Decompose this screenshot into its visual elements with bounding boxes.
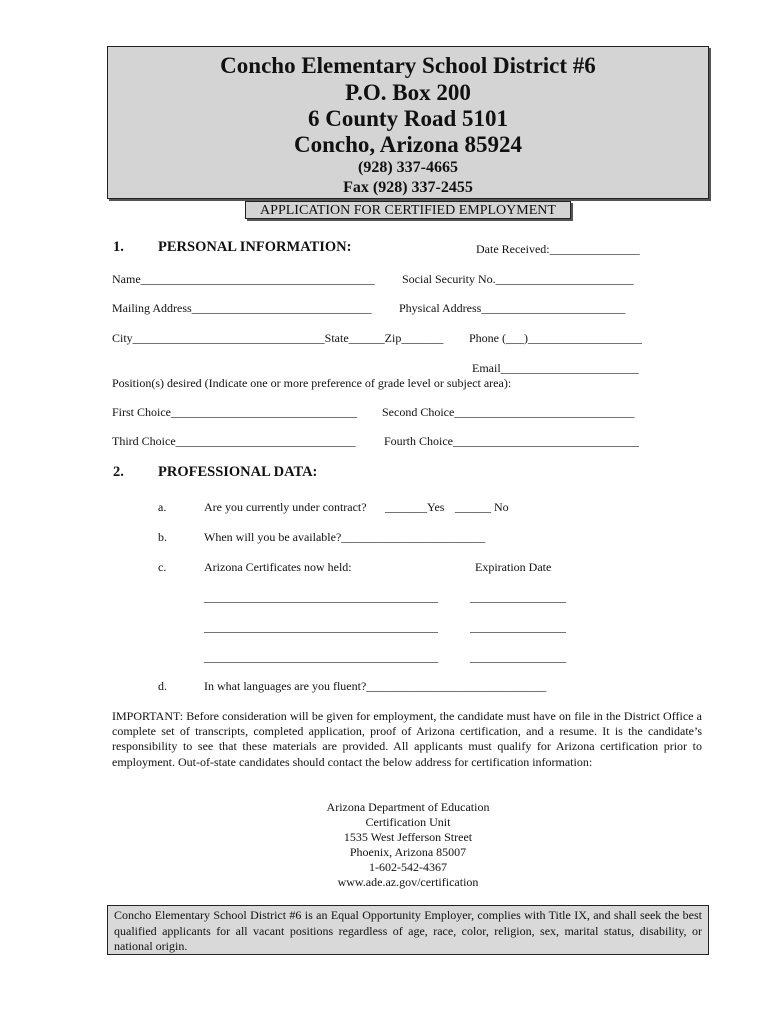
- expiration-line-2[interactable]: ________________: [470, 620, 566, 634]
- ade-unit: Certification Unit: [365, 815, 451, 829]
- phone-number: (928) 337-4665: [358, 159, 458, 176]
- po-box: P.O. Box 200: [345, 80, 471, 105]
- section-1-number: 1.: [113, 239, 124, 255]
- item-a-label: a.: [158, 500, 167, 514]
- section-1-title: PERSONAL INFORMATION:: [158, 239, 352, 255]
- item-c-label: c.: [158, 560, 167, 574]
- email-field[interactable]: Email_______________________: [472, 361, 639, 375]
- fourth-choice-field[interactable]: Fourth Choice_______________________________: [384, 434, 639, 448]
- ade-name: Arizona Department of Education: [326, 800, 490, 814]
- phone-field[interactable]: Phone (___)___________________: [469, 331, 642, 345]
- contract-no-field[interactable]: ______ No: [455, 500, 509, 514]
- city-state-zip-field[interactable]: City________________________________State______Zip_______: [112, 331, 444, 345]
- item-d-label: d.: [158, 679, 167, 693]
- expiration-line-1[interactable]: ________________: [470, 590, 566, 604]
- second-choice-field[interactable]: Second Choice______________________________: [382, 405, 635, 419]
- certificate-line-1[interactable]: _______________________________________: [204, 590, 438, 604]
- positions-instructions: Position(s) desired (Indicate one or more preference of grade level or subject area):: [112, 376, 512, 390]
- ade-city: Phoenix, Arizona 85007: [349, 845, 467, 859]
- fax-number: Fax (928) 337-2455: [343, 179, 473, 196]
- eeo-statement: Concho Elementary School District #6 is an Equal Opportunity Employer, complies with Title IX, and shall seek the best qualified applicants for all vacant positions regardless of age, race, color, religion, sex, marital status, disability, or national origin.: [107, 905, 709, 955]
- ade-street: 1535 West Jefferson Street: [343, 830, 473, 844]
- certificate-line-3[interactable]: _______________________________________: [204, 650, 438, 664]
- first-choice-field[interactable]: First Choice_______________________________: [112, 405, 357, 419]
- name-field[interactable]: Name_______________________________________: [112, 272, 375, 286]
- school-name: Concho Elementary School District #6: [220, 53, 596, 78]
- date-received-field[interactable]: Date Received:_______________: [476, 242, 640, 256]
- city-state-zip: Concho, Arizona 85924: [293, 132, 523, 157]
- item-b-label: b.: [158, 530, 167, 544]
- ade-website[interactable]: www.ade.az.gov/certification: [337, 875, 479, 889]
- ade-phone: 1-602-542-4367: [369, 860, 447, 874]
- third-choice-field[interactable]: Third Choice______________________________: [112, 434, 356, 448]
- important-notice: IMPORTANT: Before consideration will be given for employment, the candidate must have on file in the District Office a complete set of transcripts, completed application, proof of Arizona certification, and a resume. It is the candidate’s responsibility to see that these materials are provided. All applicants must qualify for Arizona certification prior to employment. Out-of-state candidates should contact the below address for certification information:: [112, 709, 702, 769]
- mailing-address-field[interactable]: Mailing Address______________________________: [112, 301, 372, 315]
- certificates-label: Arizona Certificates now held:: [204, 560, 352, 574]
- letterhead-box: [107, 46, 709, 199]
- section-2-number: 2.: [113, 464, 124, 480]
- physical-address-field[interactable]: Physical Address________________________: [399, 301, 626, 315]
- form-title: APPLICATION FOR CERTIFIED EMPLOYMENT: [245, 201, 571, 219]
- street-address: 6 County Road 5101: [307, 106, 508, 131]
- languages-field[interactable]: In what languages are you fluent?______________________________: [204, 679, 547, 693]
- contract-yes-field[interactable]: _______Yes: [385, 500, 445, 514]
- expiration-line-3[interactable]: ________________: [470, 650, 566, 664]
- contract-question: Are you currently under contract?: [204, 500, 367, 514]
- expiration-date-label: Expiration Date: [475, 560, 552, 574]
- certificate-line-2[interactable]: _______________________________________: [204, 620, 438, 634]
- ssn-field[interactable]: Social Security No._______________________: [402, 272, 634, 286]
- section-2-title: PROFESSIONAL DATA:: [158, 464, 318, 480]
- availability-field[interactable]: When will you be available?________________________: [204, 530, 486, 544]
